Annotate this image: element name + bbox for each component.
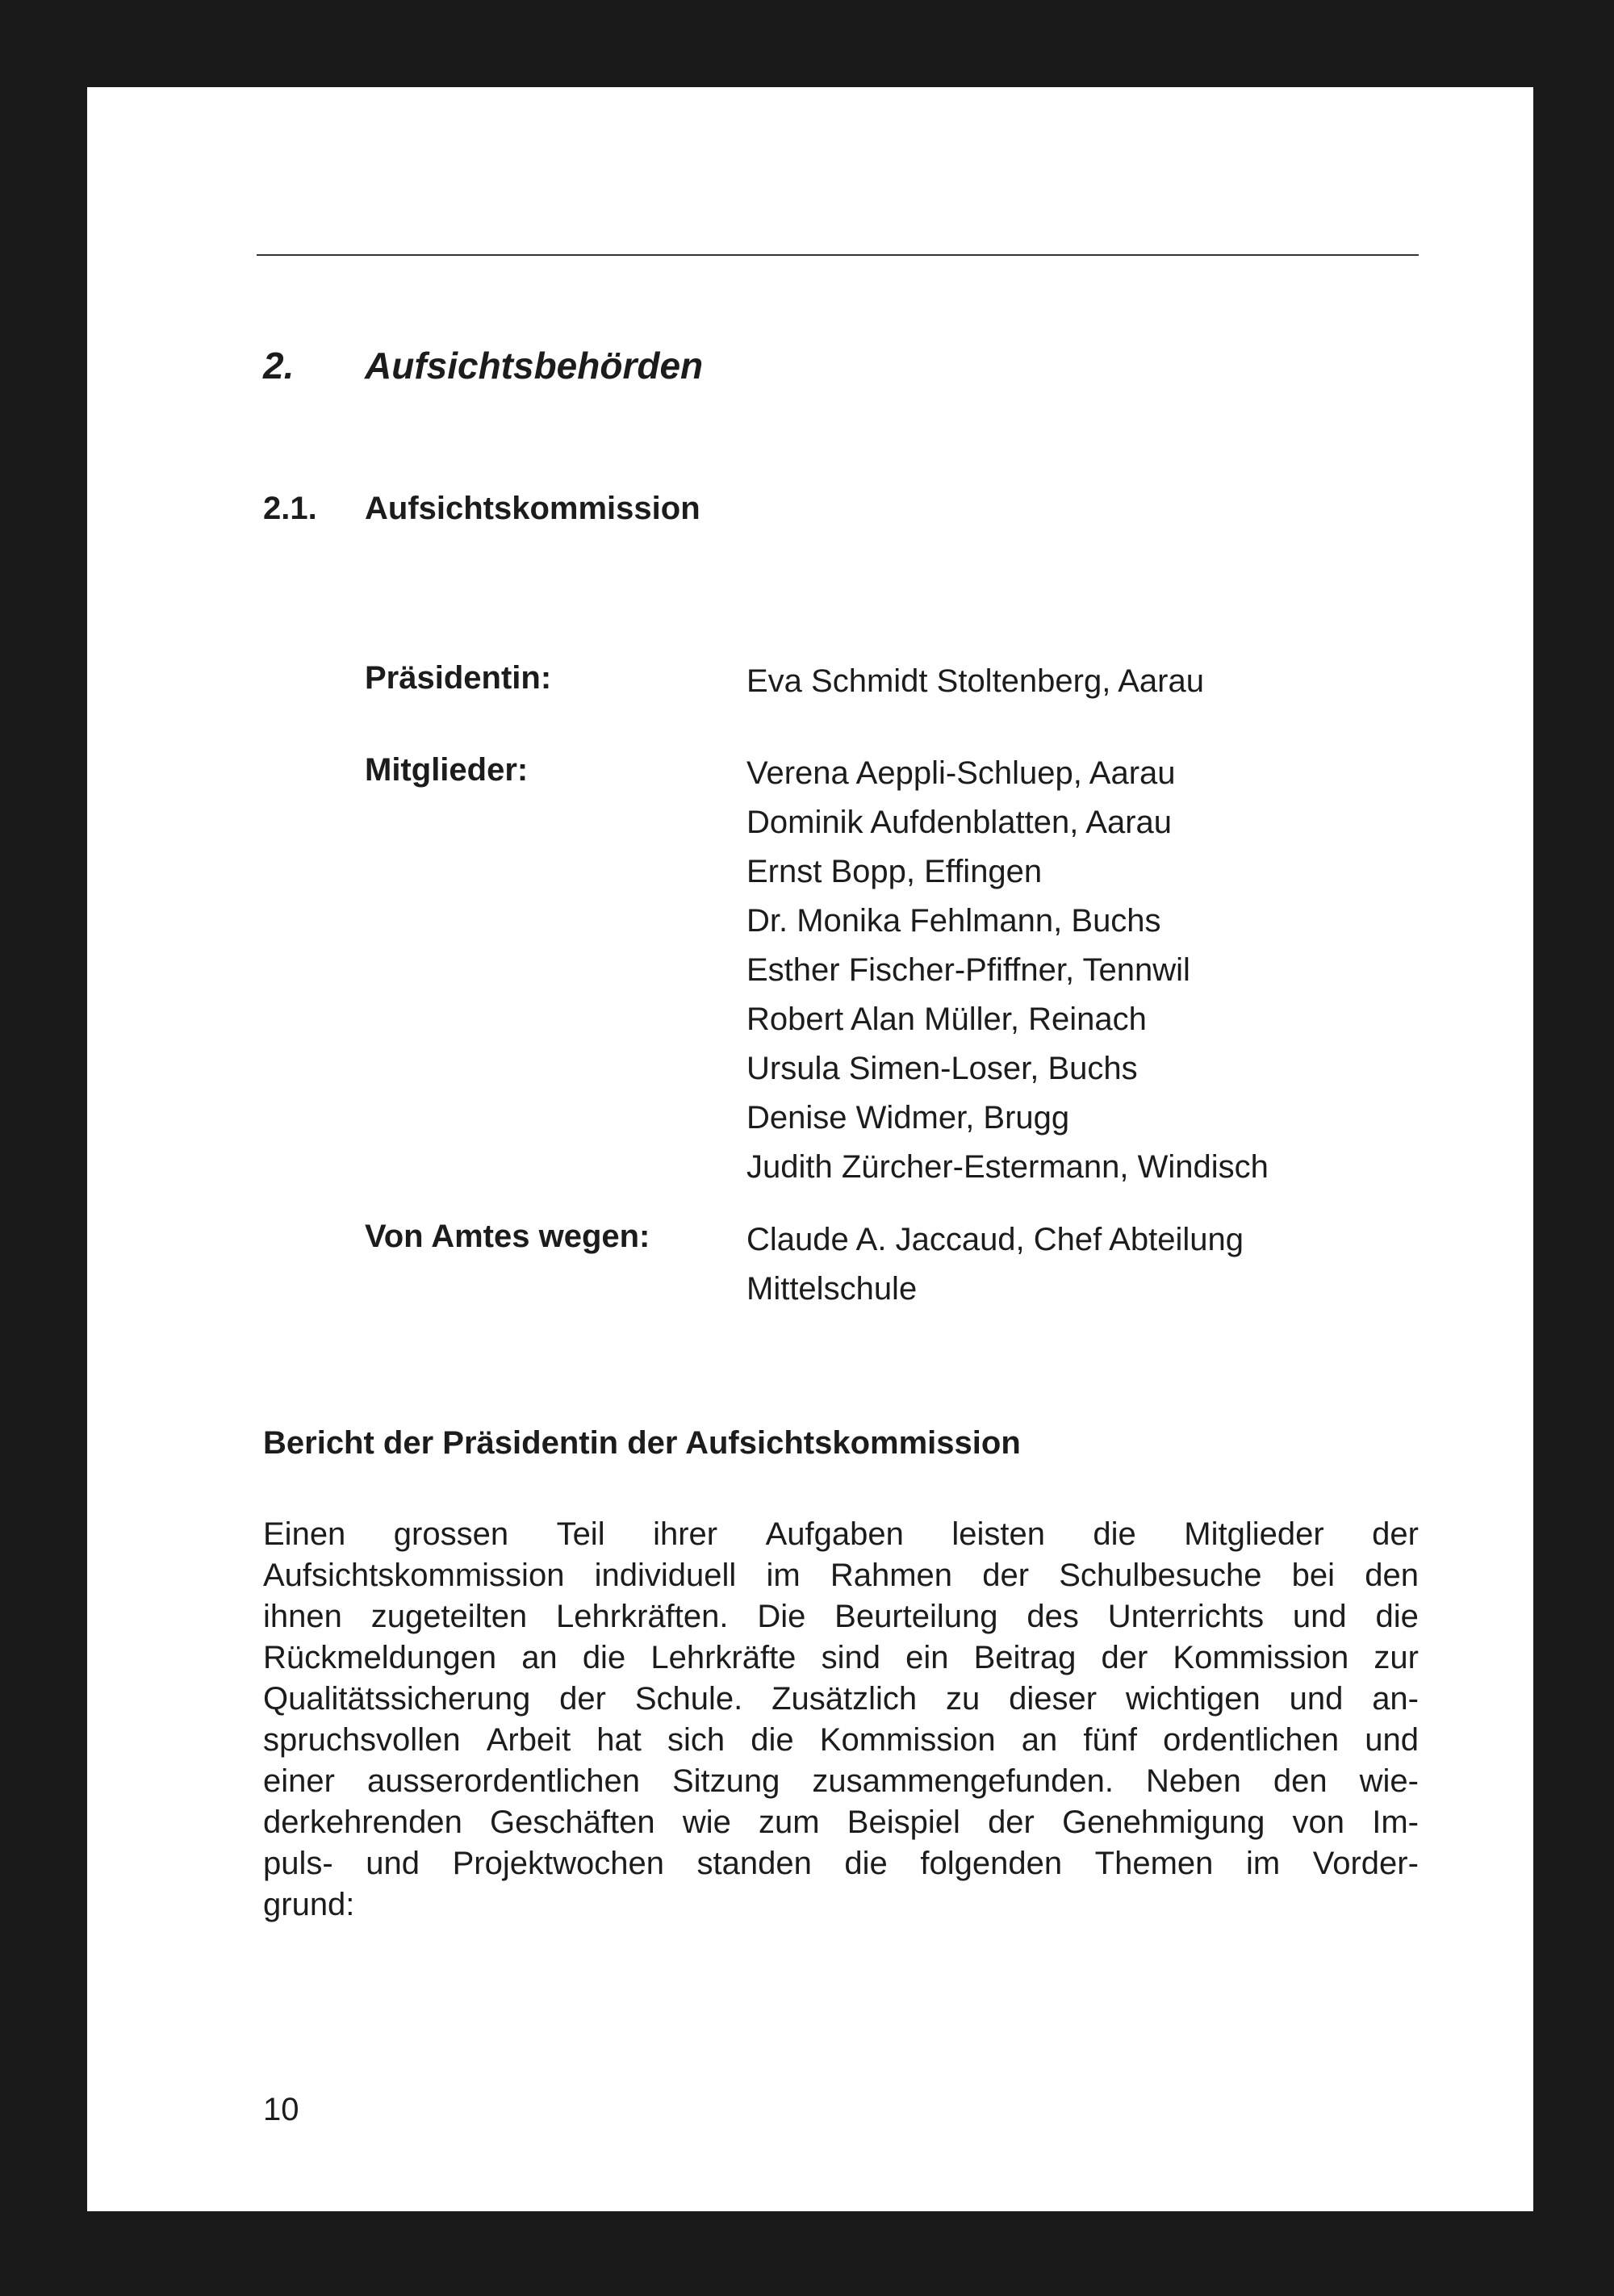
word: ordentlichen (1163, 1722, 1340, 1758)
word: der (982, 1558, 1030, 1593)
word: die (751, 1722, 794, 1758)
word: Aufgaben (765, 1516, 904, 1552)
word: im (1245, 1846, 1281, 1881)
body-line (263, 1720, 1419, 1761)
word: ein (905, 1640, 949, 1675)
word: den (1273, 1763, 1328, 1799)
word: individuell (594, 1558, 737, 1593)
word: an (1021, 1722, 1058, 1758)
word: fünf (1083, 1722, 1138, 1758)
word: Mitglieder (1184, 1516, 1324, 1552)
word: wie- (1359, 1763, 1419, 1799)
word: Die (757, 1599, 806, 1634)
word: Rückmeldungen (263, 1640, 497, 1675)
word: Schulbesuche (1059, 1558, 1262, 1593)
word: Beurteilung (834, 1599, 998, 1634)
person-entry: Denise Widmer, Brugg (746, 1100, 1070, 1135)
word: leisten (951, 1516, 1045, 1552)
person-entry: Robert Alan Müller, Reinach (746, 1002, 1147, 1037)
body-line (263, 1679, 1419, 1720)
word: bei (1291, 1558, 1336, 1593)
word: der (1372, 1516, 1419, 1552)
ex-officio-names (746, 1215, 1244, 1314)
page-number: 10 (263, 2092, 299, 2127)
person-entry: Ernst Bopp, Effingen (746, 854, 1043, 889)
word: grossen (393, 1516, 509, 1552)
word: zum (759, 1805, 820, 1840)
word: Schule. (634, 1681, 743, 1717)
word: von (1292, 1805, 1345, 1840)
word: wie (682, 1805, 731, 1840)
word: ihnen (263, 1599, 342, 1634)
word: wichtigen (1125, 1681, 1261, 1717)
word: Rahmen (830, 1558, 953, 1593)
report-body-paragraph (263, 1514, 1419, 1926)
body-line (263, 1884, 1419, 1926)
members-label: Mitglieder: (365, 752, 529, 788)
header-rule (257, 254, 1419, 256)
document-page (87, 87, 1533, 2211)
word: derkehrenden (263, 1805, 462, 1840)
word: der (1101, 1640, 1148, 1675)
word: puls- (263, 1846, 333, 1881)
word: einer (263, 1763, 335, 1799)
word: des (1027, 1599, 1079, 1634)
word: ausserordentlichen (366, 1763, 640, 1799)
word: zusammengefunden. (812, 1763, 1114, 1799)
word: Beitrag (973, 1640, 1077, 1675)
word: an- (1372, 1681, 1419, 1717)
person-entry: Judith Zürcher-Estermann, Windisch (746, 1149, 1269, 1185)
word: an (521, 1640, 558, 1675)
word: und (366, 1846, 420, 1881)
president-label: Präsidentin: (365, 660, 552, 696)
word: spruchsvollen (263, 1722, 461, 1758)
members-names (746, 749, 1269, 1192)
word: Lehrkräften. (556, 1599, 729, 1634)
word: Zusätzlich (771, 1681, 918, 1717)
word: zugeteilten (370, 1599, 528, 1634)
word: Teil (556, 1516, 605, 1552)
word: Im- (1372, 1805, 1419, 1840)
body-line (263, 1514, 1419, 1555)
word: Vorder- (1312, 1846, 1419, 1881)
president-names (746, 657, 1204, 706)
word: die (1093, 1516, 1136, 1552)
word: dieser (1009, 1681, 1098, 1717)
person-entry: Mittelschule (746, 1271, 918, 1307)
report-heading: Bericht der Präsidentin der Aufsichtskommission (263, 1425, 1021, 1461)
word: und (1292, 1599, 1347, 1634)
body-line (263, 1843, 1419, 1884)
section-heading (263, 491, 700, 527)
word: Lehrkräfte (650, 1640, 797, 1675)
word: Sitzung (671, 1763, 780, 1799)
word: Arbeit (486, 1722, 571, 1758)
section-number: 2.1. (263, 491, 317, 526)
body-line (263, 1637, 1419, 1679)
ex-officio-label: Von Amtes wegen: (365, 1219, 650, 1254)
body-line (263, 1802, 1419, 1843)
word: Unterrichts (1107, 1599, 1265, 1634)
word: und (1289, 1681, 1344, 1717)
word: der (988, 1805, 1035, 1840)
person-entry: Dominik Aufdenblatten, Aarau (746, 805, 1173, 840)
person-entry: Claude A. Jaccaud, Chef Abteilung (746, 1222, 1244, 1257)
word: zu (946, 1681, 981, 1717)
word: und (1365, 1722, 1419, 1758)
person-entry: Dr. Monika Fehlmann, Buchs (746, 903, 1161, 939)
word: ihrer (653, 1516, 718, 1552)
word: Einen (263, 1516, 346, 1552)
word: die (582, 1640, 626, 1675)
word: die (844, 1846, 888, 1881)
word: Aufsichtskommission (263, 1558, 565, 1593)
body-line (263, 1596, 1419, 1637)
word: standen (696, 1846, 812, 1881)
word: grund: (263, 1887, 355, 1922)
section-title: Aufsichtskommission (365, 491, 700, 526)
word: sich (667, 1722, 725, 1758)
word: Neben (1145, 1763, 1241, 1799)
word: der (559, 1681, 606, 1717)
word: zur (1374, 1640, 1419, 1675)
word: Projektwochen (452, 1846, 664, 1881)
body-line (263, 1761, 1419, 1802)
word: Kommission (819, 1722, 996, 1758)
word: folgenden (920, 1846, 1063, 1881)
body-line (263, 1555, 1419, 1596)
word: die (1375, 1599, 1419, 1634)
word: Genehmigung (1062, 1805, 1265, 1840)
person-entry: Eva Schmidt Stoltenberg, Aarau (746, 663, 1204, 699)
chapter-heading (263, 344, 703, 387)
word: sind (821, 1640, 880, 1675)
word: hat (596, 1722, 642, 1758)
chapter-title: Aufsichtsbehörden (365, 345, 704, 387)
word: Qualitätssicherung (263, 1681, 531, 1717)
chapter-number: 2. (263, 345, 295, 387)
word: den (1365, 1558, 1419, 1593)
word: Themen (1094, 1846, 1214, 1881)
person-entry: Ursula Simen-Loser, Buchs (746, 1051, 1138, 1086)
word: Kommission (1173, 1640, 1349, 1675)
word: Beispiel (847, 1805, 960, 1840)
word: im (766, 1558, 801, 1593)
person-entry: Esther Fischer-Pfiffner, Tennwil (746, 952, 1190, 988)
word: Geschäften (490, 1805, 655, 1840)
person-entry: Verena Aeppli-Schluep, Aarau (746, 755, 1176, 791)
